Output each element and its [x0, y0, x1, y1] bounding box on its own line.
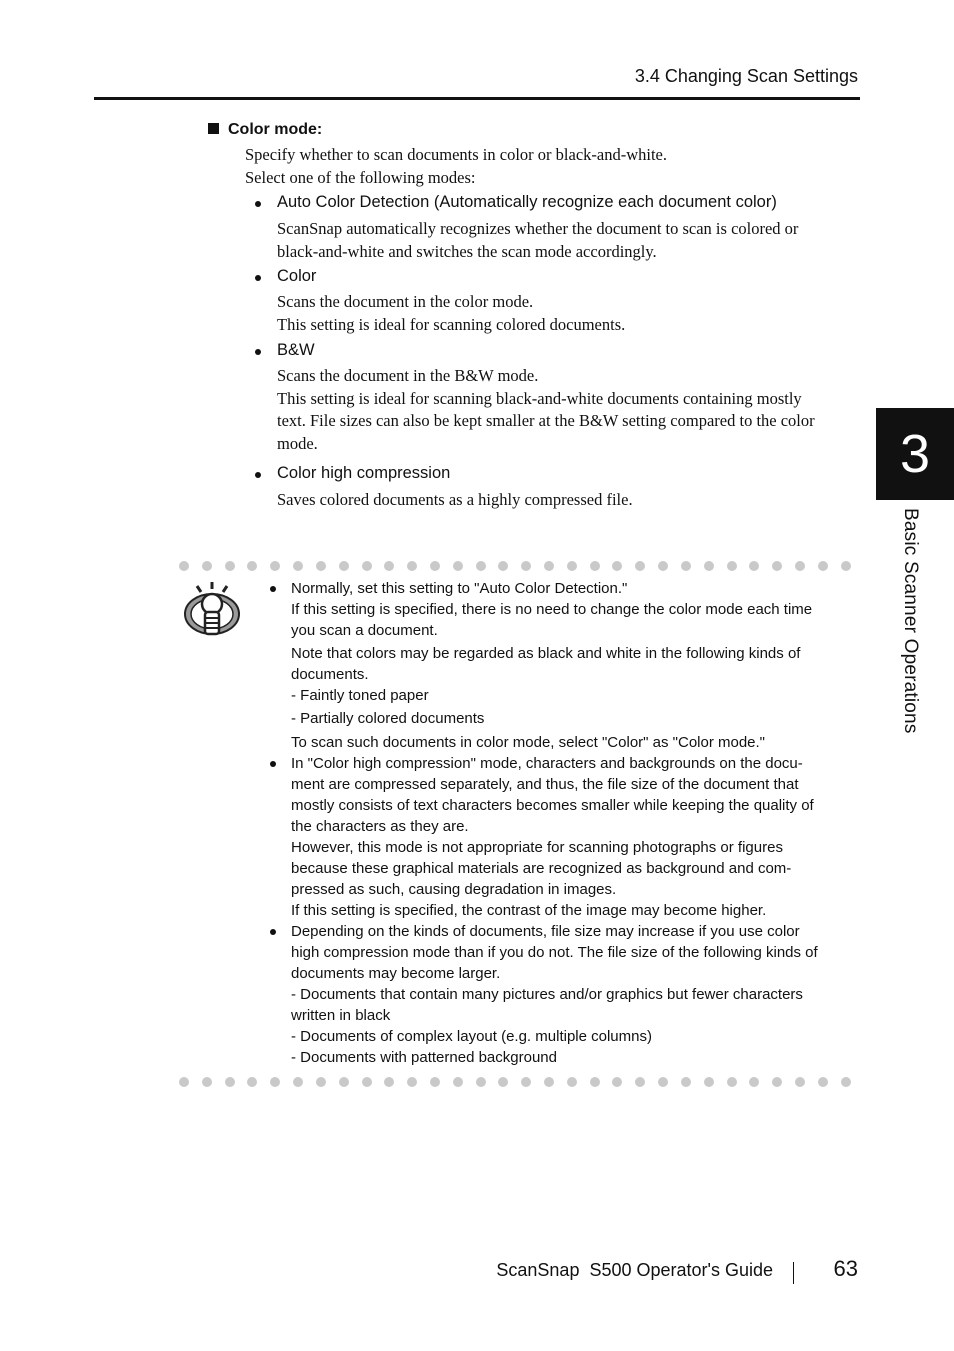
chapter-label: Basic Scanner Operations	[900, 508, 921, 734]
description-line: black-and-white and switches the scan mode accordingly.	[277, 241, 657, 261]
description-line: mode.	[277, 433, 318, 453]
hint-line: To scan such documents in color mode, select "Color" as "Color mode."	[291, 734, 766, 751]
bullet-icon	[255, 275, 261, 281]
option-label-text: B&W	[277, 341, 315, 359]
header-rule	[94, 97, 860, 100]
hint-line: ment are compressed separately, and thus, the file size of the document that	[291, 776, 799, 793]
description-line: This setting is ideal for scanning colored documents.	[277, 314, 626, 334]
section-heading	[208, 121, 322, 139]
hint-line: pressed as such, causing degradation in images.	[291, 881, 617, 898]
bullet-icon	[255, 201, 261, 207]
hint-line: the characters as they are.	[291, 818, 469, 835]
hint-bottom-dotted-border	[179, 1077, 851, 1087]
description-line: Scans the document in the B&W mode.	[277, 366, 539, 385]
option-description	[277, 218, 798, 263]
option-description	[277, 489, 633, 512]
option-label-color-high-compression	[277, 464, 450, 483]
option-description	[277, 365, 815, 455]
square-bullet-icon	[208, 123, 219, 134]
hint-line: written in black	[291, 1007, 391, 1024]
bullet-icon	[255, 472, 261, 478]
hint-line: mostly consists of text characters becomes smaller while keeping the quality of	[291, 797, 814, 814]
description-line: Scans the document in the color mode.	[277, 292, 534, 311]
section-heading-text: Color mode:	[228, 121, 323, 138]
hint-bullet	[291, 753, 814, 921]
hint-line: documents may become larger.	[291, 965, 501, 982]
hint-line: - Faintly toned paper	[291, 687, 429, 704]
hint-bullet	[291, 578, 812, 753]
hint-line: If this setting is specified, there is no need to change the color mode each time	[291, 601, 813, 618]
bullet-icon	[270, 929, 276, 935]
bullet-icon	[255, 349, 261, 355]
hint-line: Depending on the kinds of documents, file size may increase if you use color	[291, 923, 800, 940]
hint-line: However, this mode is not appropriate for scanning photographs or figures	[291, 839, 783, 856]
option-label-text: Color	[277, 267, 317, 285]
option-label-text: Color high compression	[277, 464, 451, 482]
hint-line: Normally, set this setting to "Auto Color Detection."	[291, 580, 628, 597]
bullet-icon	[270, 761, 276, 767]
intro-line: Specify whether to scan documents in color or black-and-white.	[245, 145, 667, 164]
hint-line: In "Color high compression" mode, characters and backgrounds on the docu-	[291, 755, 803, 772]
chapter-number-tab: 3	[876, 408, 954, 500]
description-line: ScanSnap automatically recognizes whether the document to scan is colored or	[277, 219, 799, 238]
option-label-bw	[277, 341, 315, 360]
hint-line: - Partially colored documents	[291, 710, 485, 727]
page-number: 63	[833, 1256, 858, 1281]
description-line: Saves colored documents as a highly compressed file.	[277, 490, 633, 509]
intro-line: Select one of the following modes:	[245, 167, 476, 187]
hint-line: - Documents that contain many pictures and/or graphics but fewer characters	[291, 986, 803, 1003]
option-label-text: Auto Color Detection (Automatically recognize each document color)	[277, 193, 777, 211]
hint-line: high compression mode than if you do not. The file size of the following kinds of	[291, 944, 818, 961]
hint-line: - Documents of complex layout (e.g. multiple columns)	[291, 1028, 652, 1045]
hint-top-dotted-border	[179, 561, 851, 571]
running-header: 3.4 Changing Scan Settings	[634, 66, 858, 86]
hint-line: you scan a document.	[291, 622, 438, 639]
footer-separator	[793, 1262, 794, 1284]
hint-line: because these graphical materials are recognized as background and com-	[291, 860, 792, 877]
bullet-icon	[270, 586, 276, 592]
hint-bullet	[291, 921, 818, 1068]
section-intro	[245, 144, 667, 189]
lightbulb-hint-icon	[181, 580, 243, 640]
hint-line: If this setting is specified, the contrast of the image may become higher.	[291, 902, 767, 919]
hint-line: documents.	[291, 666, 369, 683]
hint-line: Note that colors may be regarded as black and white in the following kinds of	[291, 645, 801, 662]
description-line: This setting is ideal for scanning black-and-white documents containing mostly	[277, 388, 802, 408]
hint-line: - Documents with patterned background	[291, 1049, 557, 1066]
option-label-color	[277, 267, 316, 286]
option-label-auto-color	[277, 193, 777, 212]
description-line: text. File sizes can also be kept smaller at the B&W setting compared to the color	[277, 411, 815, 431]
footer-guide-title: ScanSnap S500 Operator's Guide	[496, 1260, 773, 1280]
option-description	[277, 291, 625, 336]
